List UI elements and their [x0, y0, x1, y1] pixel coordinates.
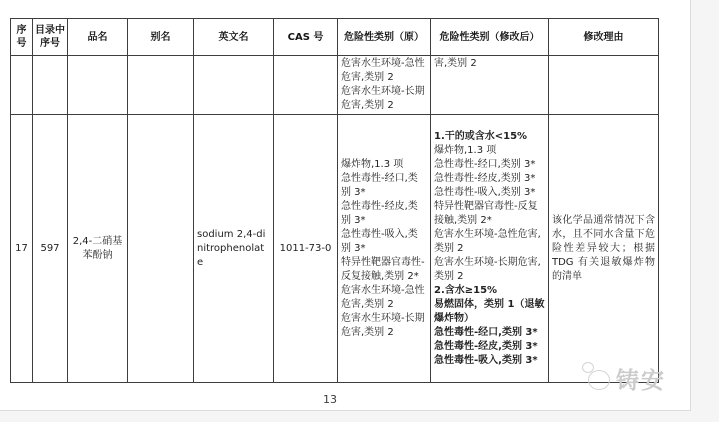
col-header-cas-no: CAS 号	[274, 19, 338, 56]
cell-catalog-no: 597	[33, 115, 68, 383]
cell-reason-empty	[549, 56, 659, 115]
table-header-row	[11, 19, 659, 56]
table-row-17	[11, 115, 659, 383]
cell-name-empty	[68, 56, 128, 115]
col-header-catalog-no: 目录中序号	[33, 19, 68, 56]
col-header-reason: 修改理由	[549, 19, 659, 56]
cell-cas-empty	[274, 56, 338, 115]
cell-catalog-empty	[33, 56, 68, 115]
col-header-alias: 别名	[128, 19, 194, 56]
cell-name: 2,4-二硝基苯酚钠	[68, 115, 128, 383]
col-header-serial: 序号	[11, 19, 33, 56]
cell-english-empty	[194, 56, 274, 115]
hazard-classification-table	[10, 18, 659, 383]
cell-hazard-original: 爆炸物,1.3 项 急性毒性-经口,类别 3* 急性毒性-经皮,类别 3* 急性毒性-吸入,类别 3* 特异性靶器官毒性-反复接触,类别 2* 危害水生环境-急性危害,类别 2 危害水生环境-长期危害,类别 2	[338, 115, 431, 383]
cell-alias-empty	[128, 56, 194, 115]
page-number: 13	[323, 393, 337, 406]
col-header-english-name: 英文名	[194, 19, 274, 56]
cell-english-name: sodium 2,4-dinitrophenolate	[194, 115, 274, 383]
cell-hazard-revised-carryover: 害,类别 2	[431, 56, 549, 115]
cell-serial-empty	[11, 56, 33, 115]
cell-serial: 17	[11, 115, 33, 383]
col-header-hazard-original: 危险性类别（原）	[338, 19, 431, 56]
watermark	[580, 360, 666, 396]
table-row-carryover	[11, 56, 659, 115]
cell-reason: 该化学品通常情况下含水，且不同水含量下危险性差异较大；根据 TDG 有关退敏爆炸物的清单	[549, 115, 659, 383]
brand-logo-icon	[580, 360, 616, 396]
cell-hazard-revised: 1.干的或含水<15% 爆炸物,1.3 项 急性毒性-经口,类别 3* 急性毒性-经皮,类别 3* 急性毒性-吸入,类别 3* 特异性靶器官毒性-反复接触,类别 2* 危害水生环境-急性危害,类别 2 危害水生环境-长期危害,类别 2 2.含水≥15% 易燃固体，类别 1（退敏爆炸物） 急性毒性-经口,类别 3* 急性毒性-经皮,类别 3* 急性毒性-吸入,类别 3*	[431, 115, 549, 383]
cell-alias	[128, 115, 194, 383]
col-header-hazard-revised: 危险性类别（修改后）	[431, 19, 549, 56]
cell-hazard-original-carryover: 危害水生环境-急性危害,类别 2 危害水生环境-长期危害,类别 2	[338, 56, 431, 115]
col-header-name: 品名	[68, 19, 128, 56]
watermark-text: 铸安	[616, 367, 666, 394]
cell-cas-no: 1011-73-0	[274, 115, 338, 383]
